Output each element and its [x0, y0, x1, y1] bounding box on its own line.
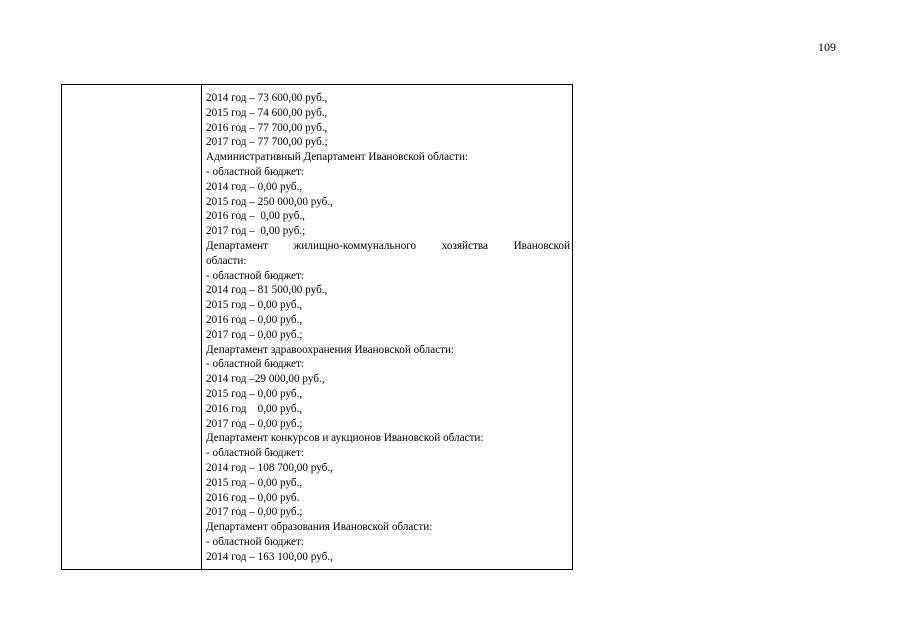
funding-line: 2015 год – 0,00 руб., [206, 476, 303, 489]
funding-line: 2014 год – 73 600,00 руб., [206, 92, 328, 104]
department-heading: Департамент образования Ивановской области: [206, 521, 433, 534]
funding-line: 2014 год –29 000,00 руб., [206, 373, 325, 386]
funding-line: 2017 год – 0,00 руб.; [206, 225, 306, 238]
department-heading: Административный Департамент Ивановской области: [206, 151, 469, 164]
budget-source: - областной бюджет: [206, 535, 305, 548]
funding-line: 2016 год – 0,00 руб. [206, 491, 300, 504]
funding-line: 2016 год – 77 700,00 руб., [206, 121, 328, 134]
funding-line: 2016 год – 0,00 руб., [206, 313, 303, 326]
funding-table [61, 84, 573, 570]
table-left-cell [62, 85, 202, 569]
funding-line: 2015 год – 0,00 руб., [206, 299, 303, 312]
budget-source: - областной бюджет: [206, 165, 305, 178]
funding-line: 2015 год – 74 600,00 руб., [206, 106, 328, 119]
funding-line: 2017 год – 0,00 руб.; [206, 506, 303, 519]
funding-line: 2014 год – 108 700,00 руб., [206, 461, 333, 474]
funding-line: 2014 год – 81 500,00 руб., [206, 284, 328, 297]
budget-source: - областной бюджет: [206, 447, 305, 460]
department-heading: Департамент конкурсов и аукционов Ивановской области: [206, 432, 484, 445]
funding-line: 2017 год – 0,00 руб.; [206, 417, 303, 430]
budget-source: - областной бюджет: [206, 358, 305, 371]
department-heading-continued: области: [206, 254, 247, 267]
funding-line: 2016 год 0,00 руб., [206, 402, 303, 415]
funding-line: 2014 год – 163 100,00 руб., [206, 550, 333, 563]
table-right-cell [202, 85, 572, 569]
funding-line: 2017 год – 0,00 руб.; [206, 328, 303, 341]
funding-line: 2014 год – 0,00 руб., [206, 180, 303, 193]
budget-source: - областной бюджет: [206, 269, 305, 282]
department-heading: Департамент здравоохранения Ивановской области: [206, 343, 455, 356]
department-heading: Департамент жилищно-коммунального хозяйства Ивановской [206, 239, 570, 252]
page-number: 109 [818, 40, 836, 54]
funding-line: 2015 год – 250 000,00 руб., [206, 195, 333, 208]
funding-line: 2016 год – 0,00 руб., [206, 210, 305, 223]
funding-line: 2017 год – 77 700,00 руб.; [206, 136, 328, 149]
funding-line: 2015 год – 0,00 руб., [206, 387, 303, 400]
